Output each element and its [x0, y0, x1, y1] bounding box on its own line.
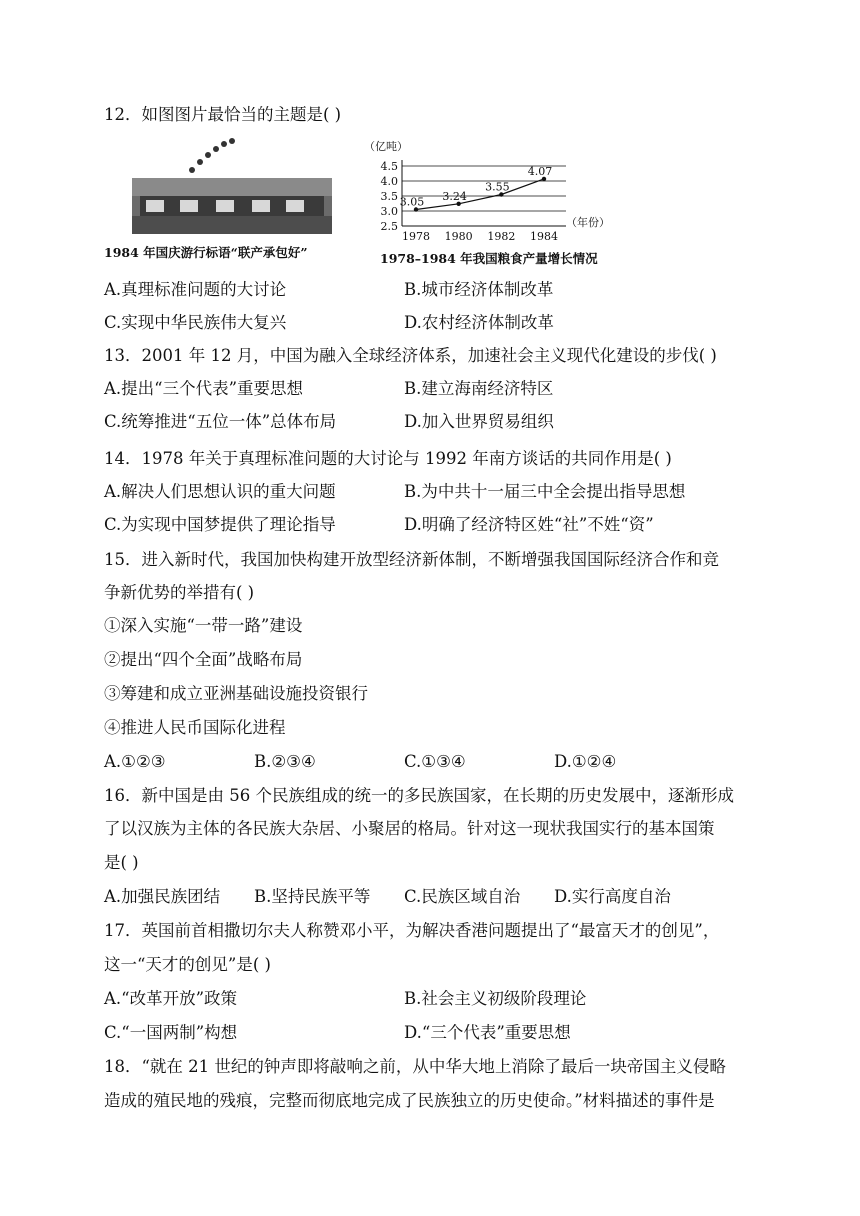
q14-stem: 14．1978 年关于真理标准问题的大讨论与 1992 年南方谈话的共同作用是( )	[104, 449, 672, 468]
q17-option-b[interactable]: B.社会主义初级阶段理论	[404, 989, 587, 1008]
photo-caption: 1984 年国庆游行标语“联产承包好”	[104, 245, 308, 260]
q16-stem-line3: 是( )	[104, 853, 139, 872]
x-tick-label: 1978	[402, 230, 430, 242]
q15-option-d[interactable]: D.①②④	[554, 752, 617, 771]
q13-option-b[interactable]: B.建立海南经济特区	[404, 379, 554, 398]
q12-option-d[interactable]: D.农村经济体制改革	[404, 313, 554, 332]
q17-option-a[interactable]: A.“改革开放”政策	[104, 989, 238, 1008]
q15-item-2: ②提出“四个全面”战略布局	[104, 650, 303, 669]
q15-item-4: ④推进人民币国际化进程	[104, 718, 286, 737]
q14-option-a[interactable]: A.解决人们思想认识的重大问题	[104, 482, 336, 501]
x-tick-label: 1982	[487, 230, 516, 242]
q12-option-a[interactable]: A.真理标准问题的大讨论	[104, 280, 287, 299]
data-label: 3.24	[442, 189, 467, 203]
data-label: 4.07	[527, 164, 553, 178]
x-tick-label: 1984	[530, 230, 558, 242]
series-line	[416, 179, 544, 210]
chart-caption: 1978–1984 年我国粮食产量增长情况	[380, 251, 598, 266]
y-axis-label: （亿吨）	[364, 140, 408, 153]
q17-stem-line1: 17．英国前首相撒切尔夫人称赞邓小平，为解决香港问题提出了“最富天才的创见”，	[104, 921, 720, 940]
x-tick-label: 1980	[444, 230, 473, 242]
y-tick-label: 2.5	[380, 220, 398, 233]
y-tick-label: 4.5	[380, 160, 398, 173]
q16-stem-line2: 了以汉族为主体的各民族大杂居、小聚居的格局。针对这一现状我国实行的基本国策	[104, 819, 715, 838]
q16-stem-line1: 16．新中国是由 56 个民族组成的统一的多民族国家，在长期的历史发展中，逐渐形成	[104, 786, 734, 805]
q15-option-c[interactable]: C.①③④	[404, 752, 466, 771]
q15-stem-line2: 争新优势的举措有( )	[104, 583, 255, 602]
data-label: 3.55	[485, 180, 510, 194]
q17-stem-line2: 这一“天才的创见”是( )	[104, 955, 271, 974]
q16-option-a[interactable]: A.加强民族团结	[104, 887, 221, 906]
y-tick-label: 4.0	[380, 175, 398, 188]
y-tick-label: 3.0	[380, 205, 398, 218]
q13-option-d[interactable]: D.加入世界贸易组织	[404, 412, 554, 431]
q12-option-c[interactable]: C.实现中华民族伟大复兴	[104, 313, 287, 332]
q15-item-1: ①深入实施“一带一路”建设	[104, 616, 303, 635]
q18-stem-line1: 18．“就在 21 世纪的钟声即将敲响之前，从中华大地上消除了最后一块帝国主义侵略	[104, 1057, 726, 1076]
q16-option-b[interactable]: B.坚持民族平等	[254, 887, 371, 906]
q13-stem: 13．2001 年 12 月，中国为融入全球经济体系，加速社会主义现代化建设的步伐( )	[104, 346, 717, 365]
q14-option-b[interactable]: B.为中共十一届三中全会提出指导思想	[404, 482, 686, 501]
data-label: 3.05	[399, 195, 425, 209]
q14-option-d[interactable]: D.明确了经济特区姓“社”不姓“资”	[404, 515, 654, 534]
q17-option-c[interactable]: C.“一国两制”构想	[104, 1023, 238, 1042]
q15-option-b[interactable]: B.②③④	[254, 752, 316, 771]
q12-stem: 12．如图图片最恰当的主题是( )	[104, 105, 342, 124]
q12-option-b[interactable]: B.城市经济体制改革	[404, 280, 554, 299]
q17-option-d[interactable]: D.“三个代表”重要思想	[404, 1023, 571, 1042]
q13-option-c[interactable]: C.统筹推进“五位一体”总体布局	[104, 412, 337, 431]
x-axis-label: （年份）	[566, 216, 610, 229]
y-tick-label: 3.5	[380, 190, 398, 203]
q13-option-a[interactable]: A.提出“三个代表”重要思想	[104, 379, 304, 398]
q14-option-c[interactable]: C.为实现中国梦提供了理论指导	[104, 515, 336, 534]
q16-option-d[interactable]: D.实行高度自治	[554, 887, 671, 906]
q15-option-a[interactable]: A.①②③	[104, 752, 166, 771]
q15-item-3: ③筹建和成立亚洲基础设施投资银行	[104, 684, 368, 703]
q16-option-c[interactable]: C.民族区域自治	[404, 887, 521, 906]
q15-stem-line1: 15．进入新时代，我国加快构建开放型经济新体制，不断增强我国国际经济合作和竞	[104, 550, 719, 569]
q18-stem-line2: 造成的殖民地的残痕，完整而彻底地完成了民族独立的历史使命。”材料描述的事件是	[104, 1091, 715, 1110]
parade-photo	[132, 138, 332, 234]
grain-output-chart	[360, 132, 650, 242]
